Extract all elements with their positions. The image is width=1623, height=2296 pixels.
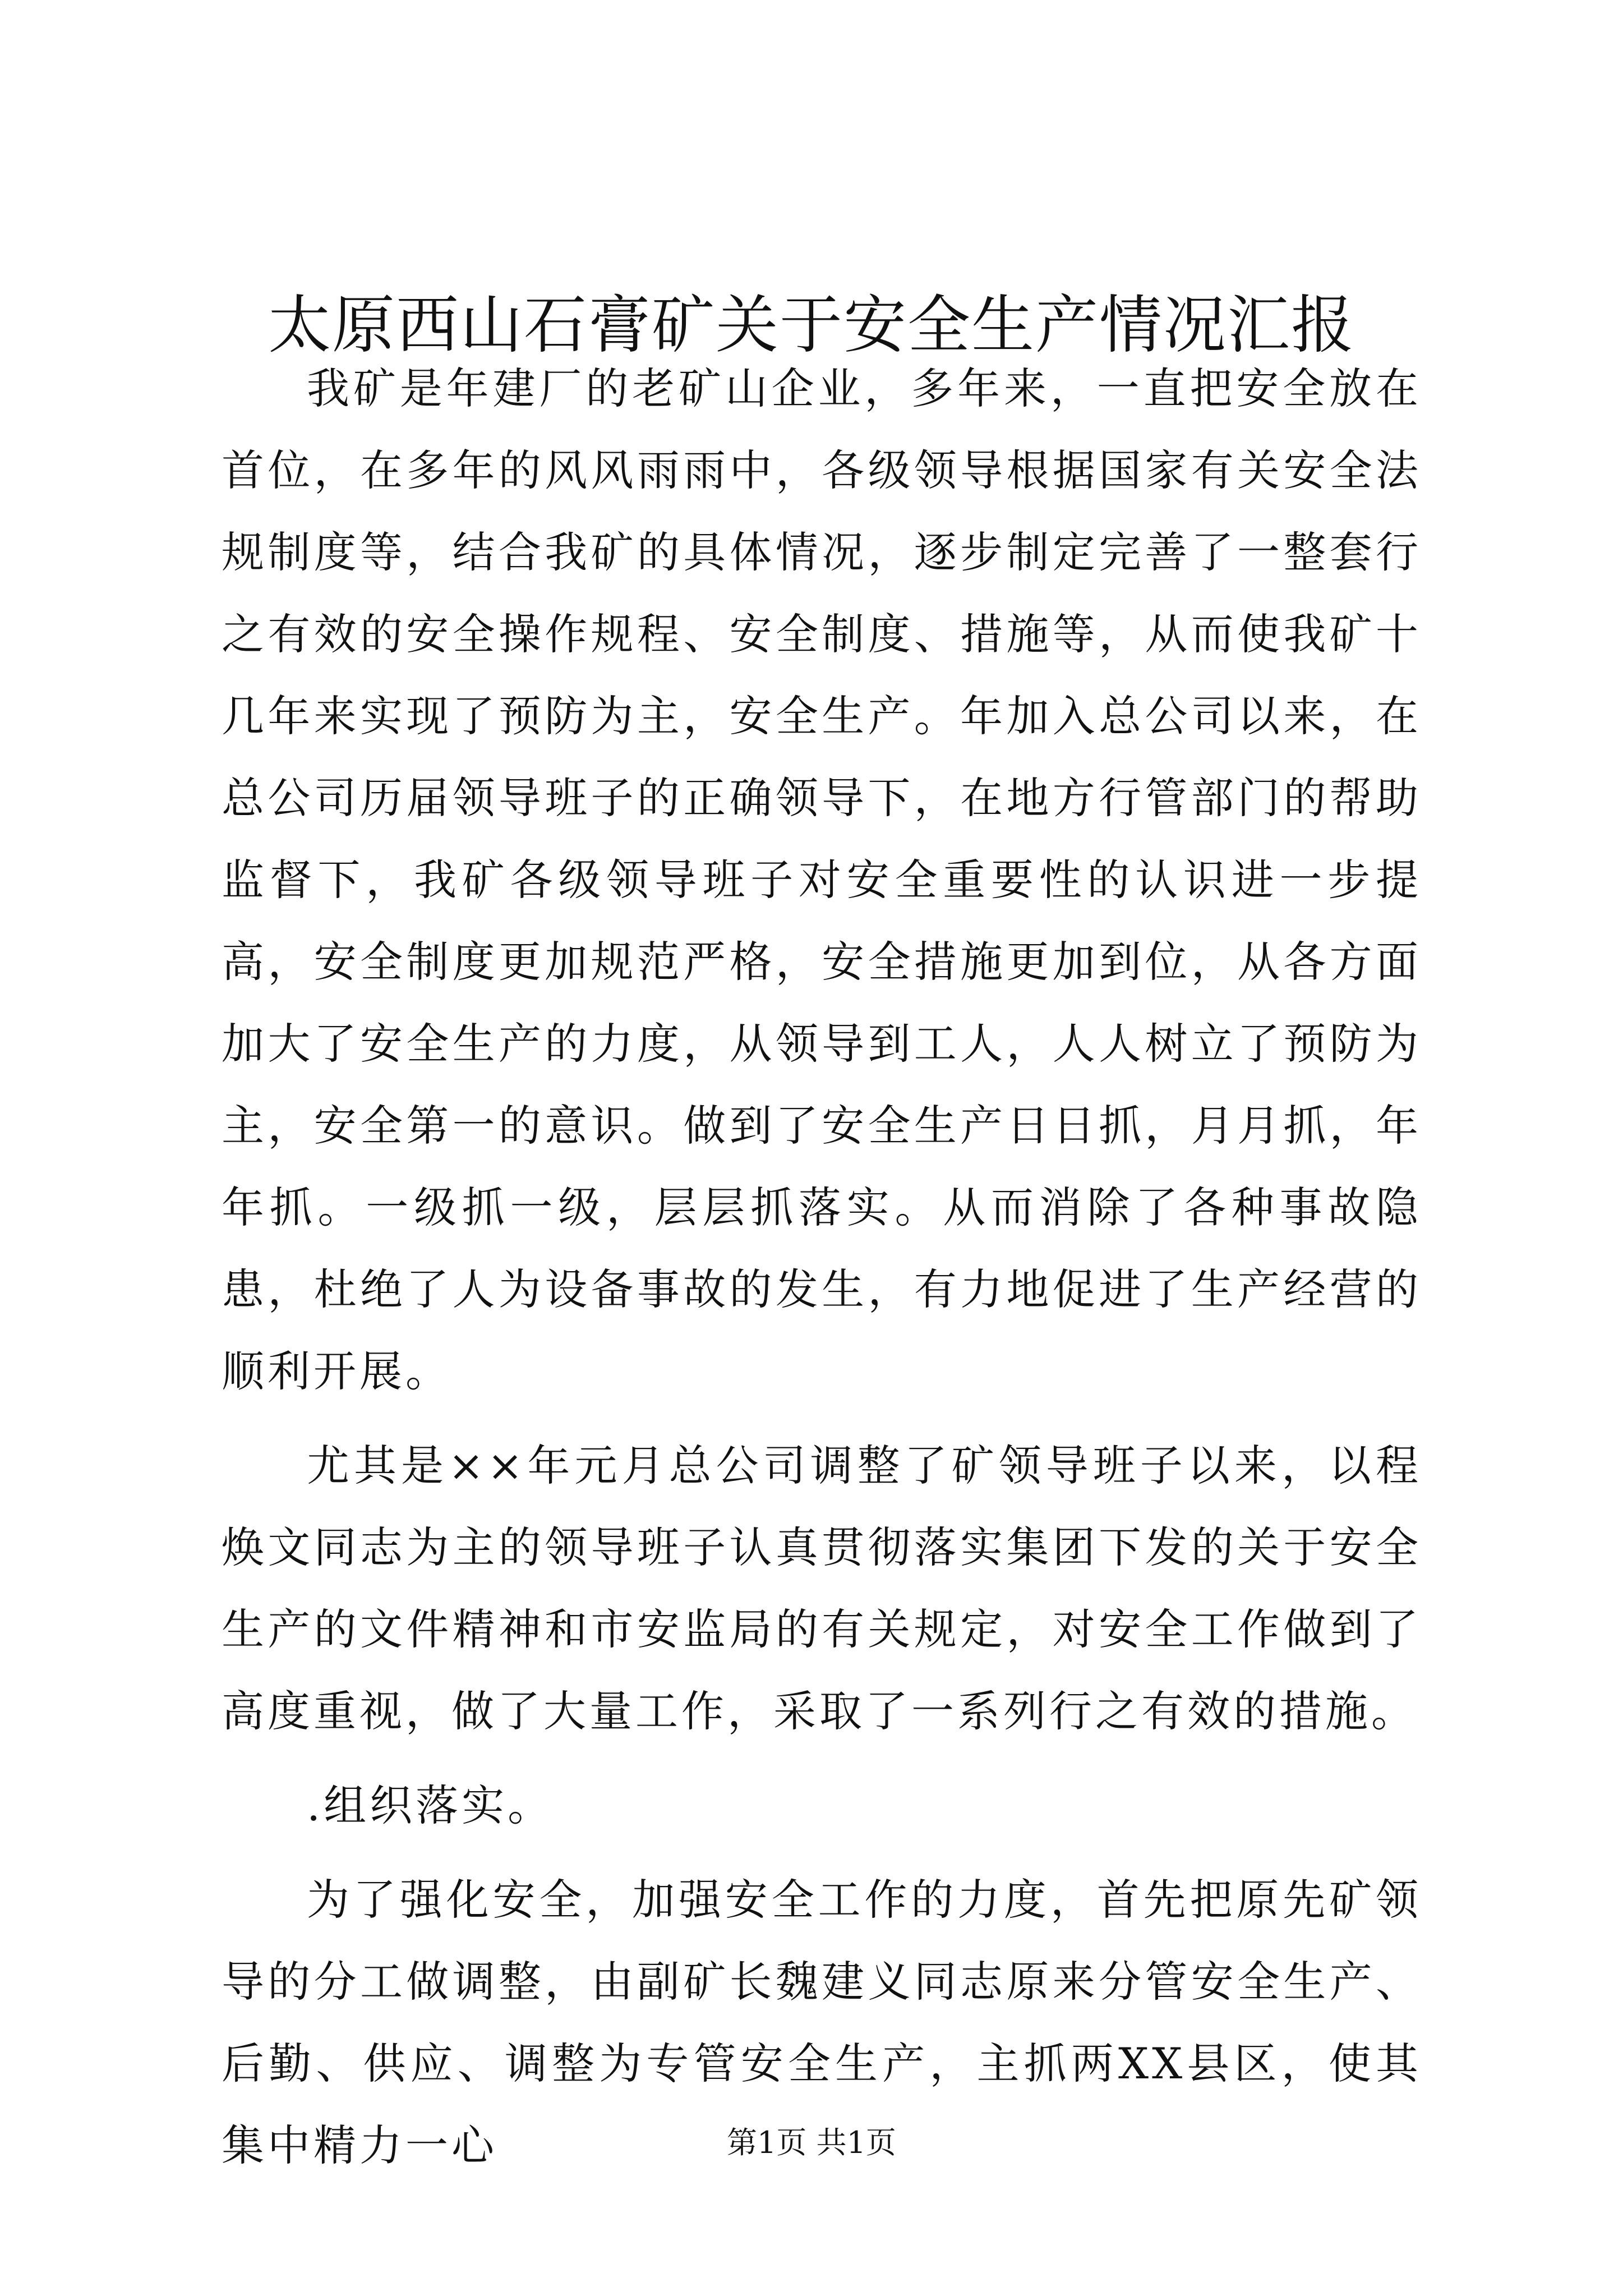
- document-body: [222, 348, 1422, 2199]
- paragraph-3: .组织落实。: [307, 1780, 554, 1830]
- paragraph-1: 我矿是年建厂的老矿山企业，多年来，一直把安全放在首位，在多年的风风雨雨中，各级领导根据国家有关安全法规制度等，结合我矿的具体情况，逐步制定完善了一整套行之有效的安全操作规程、安全制度、措施等，从而使我矿十几年来实现了预防为主，安全生产。年加入总公司以来，在总公司历届领导班子的正确领导下，在地方行管部门的帮助监督下，我矿各级领导班子对安全重要性的认识进一步提高，安全制度更加规范严格，安全措施更加到位，从各方面加大了安全生产的力度，从领导到工人，人人树立了预防为主，安全第一的意识。做到了安全生产日日抓，月月抓，年年抓。一级抓一级，层层抓落实。从而消除了各种事故隐患，杜绝了人为设备事故的发生，有力地促进了生产经营的顺利开展。: [222, 364, 1422, 1396]
- document-title: 太原西山石膏矿关于安全生产情况汇报: [268, 289, 1355, 362]
- paragraph-2: 尤其是××年元月总公司调整了矿领导班子以来，以程焕文同志为主的领导班子认真贯彻落实集团下发的关于安全生产的文件精神和市安监局的有关规定，对安全工作做到了高度重视，做了大量工作，采取了一系列行之有效的措施。: [222, 1441, 1422, 1736]
- page-footer: 第1页 共1页: [727, 2125, 896, 2160]
- paragraph-4: 为了强化安全，加强安全工作的力度，首先把原先矿领导的分工做调整，由副矿长魏建义同志原来分管安全生产、后勤、供应、调整为专管安全生产，主抓两XX县区，使其集中精力一心: [222, 1875, 1422, 2170]
